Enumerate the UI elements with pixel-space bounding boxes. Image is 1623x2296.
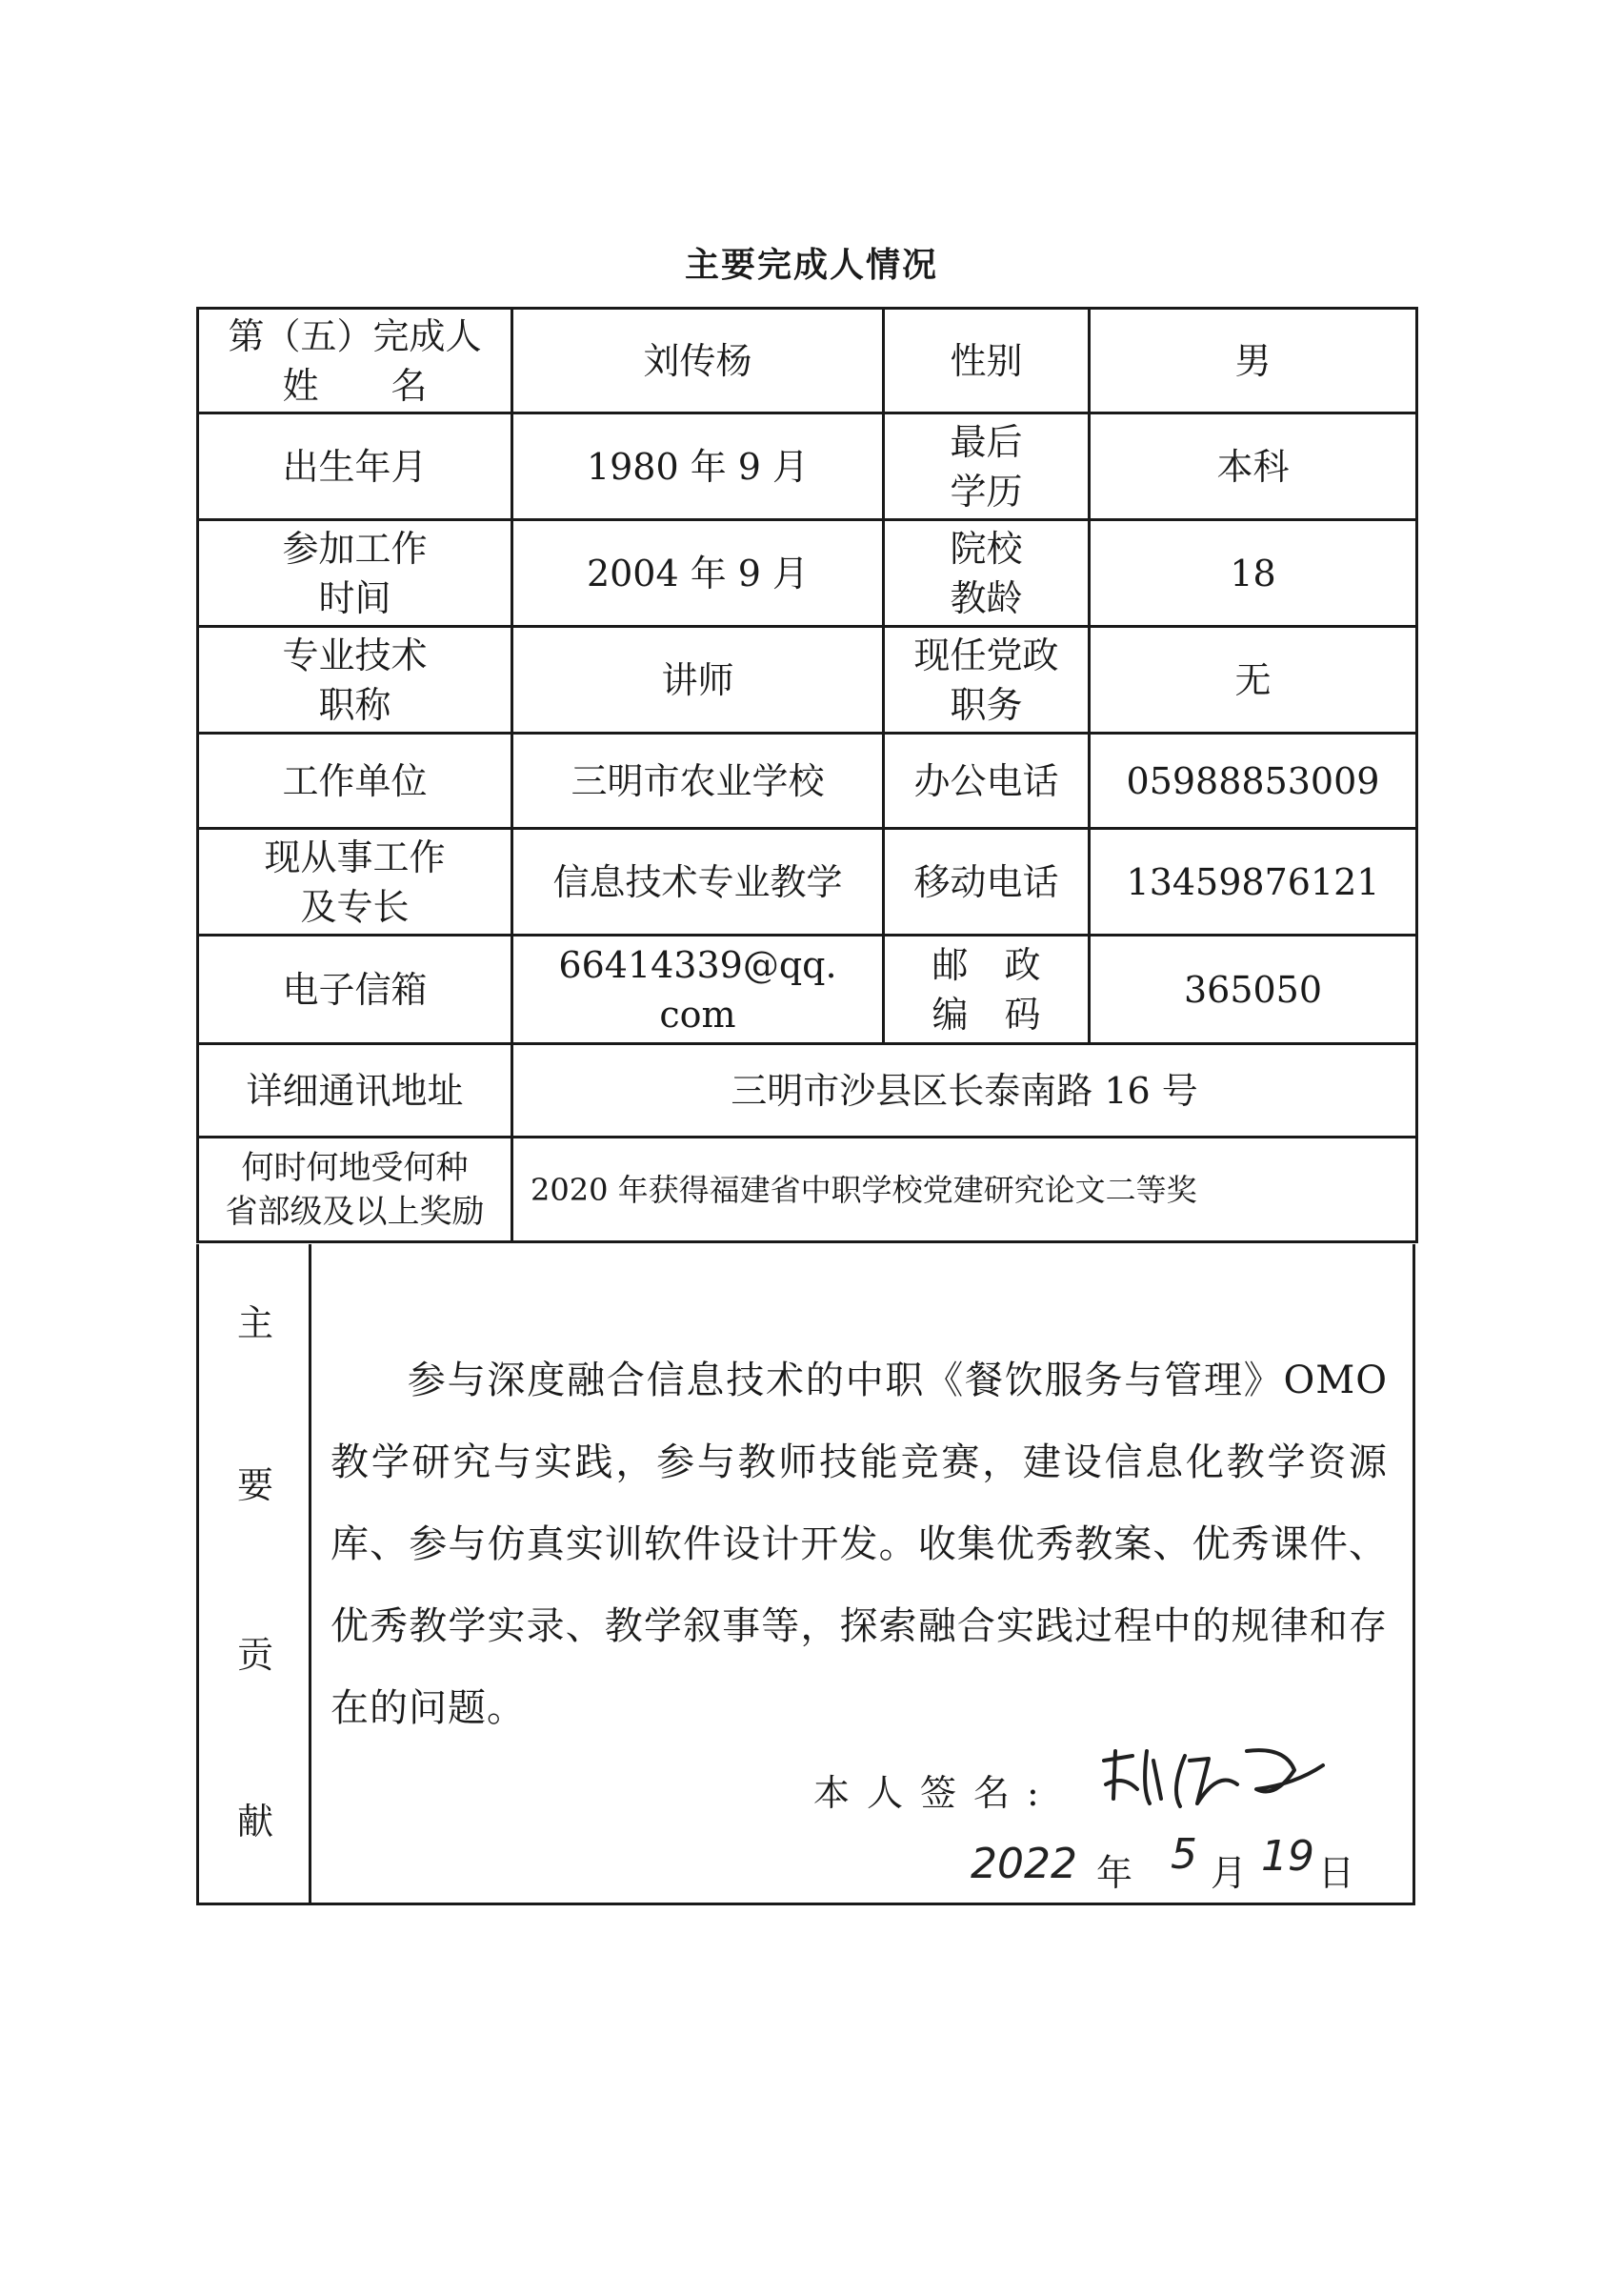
date-year-char: 年 [1096, 1852, 1133, 1894]
edu-value: 本科 [1090, 413, 1417, 520]
contribution-text: 参与深度融合信息技术的中职《餐饮服务与管理》OMO 教学研究与实践，参与教师技能竞赛，建设信息化教学资源库、参与仿真实训软件设计开发。收集优秀教案、优秀课件、优秀教学实录、教学叙事等，探索融合实践过程中的规律和存在的问题。 [331, 1359, 1388, 1730]
address-value: 三明市沙县区长泰南路 16 号 [512, 1044, 1417, 1138]
work-start-value: 2004 年 9 月 [512, 520, 884, 627]
info-table [196, 307, 1418, 1243]
page-title: 主要完成人情况 [684, 246, 938, 285]
signature-date [961, 1830, 1380, 1897]
teach-years-value: 18 [1090, 520, 1417, 627]
name-label: 第（五）完成人 姓 名 [198, 309, 512, 413]
handwritten-signature [1094, 1732, 1342, 1818]
office-phone-value: 05988853009 [1090, 734, 1417, 829]
teach-years-label: 院校 教龄 [884, 520, 1090, 627]
signature-label: 本人签名: [813, 1772, 1056, 1814]
address-label: 详细通讯地址 [198, 1044, 512, 1138]
award-value: 2020 年获得福建省中职学校党建研究论文二等奖 [512, 1138, 1417, 1242]
title-value: 讲师 [512, 627, 884, 734]
position-label: 现任党政 职务 [884, 627, 1090, 734]
table-row [198, 1044, 1417, 1138]
date-year: 2022 [971, 1840, 1077, 1888]
table-row [198, 413, 1417, 520]
contribution-vertical-label [199, 1244, 311, 1903]
table-row [198, 309, 1417, 413]
mobile-label: 移动电话 [884, 829, 1090, 936]
office-phone-label: 办公电话 [884, 734, 1090, 829]
award-label: 何时何地受何种 省部级及以上奖励 [198, 1138, 512, 1242]
job-label: 现从事工作 及专长 [198, 829, 512, 936]
unit-value: 三明市农业学校 [512, 734, 884, 829]
postcode-value: 365050 [1090, 936, 1417, 1044]
gender-value: 男 [1090, 309, 1417, 413]
work-start-label: 参加工作 时间 [198, 520, 512, 627]
gender-label: 性别 [884, 309, 1090, 413]
date-day-char: 日 [1318, 1852, 1355, 1894]
mobile-value: 13459876121 [1090, 829, 1417, 936]
date-month-char: 月 [1211, 1852, 1248, 1894]
birth-label: 出生年月 [198, 413, 512, 520]
vertical-char: 贡 [236, 1634, 273, 1676]
email-value: 66414339@qq. com [512, 936, 884, 1044]
edu-label: 最后 学历 [884, 413, 1090, 520]
vertical-char: 献 [236, 1801, 273, 1843]
table-row [198, 734, 1417, 829]
table-row [198, 936, 1417, 1044]
birth-value: 1980 年 9 月 [512, 413, 884, 520]
position-value: 无 [1090, 627, 1417, 734]
job-value: 信息技术专业教学 [512, 829, 884, 936]
name-value: 刘传杨 [512, 309, 884, 413]
date-day: 19 [1261, 1832, 1314, 1881]
date-month: 5 [1171, 1830, 1197, 1879]
table-row [198, 627, 1417, 734]
table-row [198, 829, 1417, 936]
vertical-char: 主 [236, 1302, 273, 1344]
vertical-char: 要 [236, 1464, 273, 1506]
contribution-box [196, 1244, 1415, 1905]
unit-label: 工作单位 [198, 734, 512, 829]
email-label: 电子信箱 [198, 936, 512, 1044]
table-row [198, 1138, 1417, 1242]
postcode-label: 邮 政 编 码 [884, 936, 1090, 1044]
title-label: 专业技术 职称 [198, 627, 512, 734]
table-row [198, 520, 1417, 627]
